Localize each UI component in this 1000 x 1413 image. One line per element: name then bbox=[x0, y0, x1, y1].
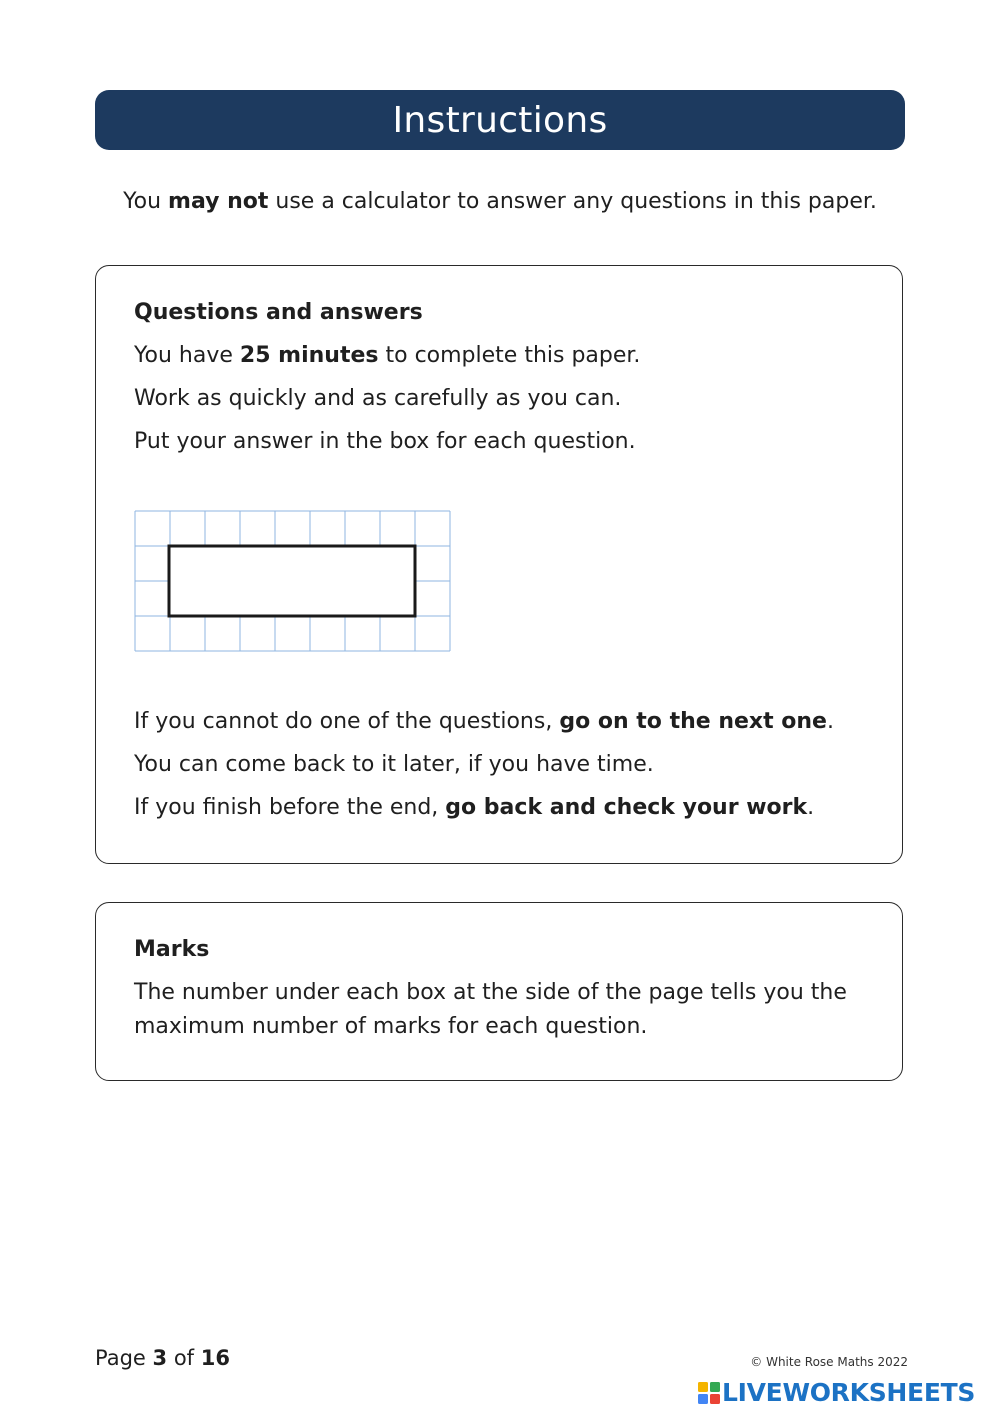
page-of: of bbox=[167, 1346, 201, 1370]
liveworksheets-logo-text: LIVEWORKSHEETS bbox=[722, 1378, 976, 1407]
skip-question-bold: go on to the next one bbox=[559, 709, 827, 734]
time-limit-prefix: You have bbox=[134, 343, 240, 368]
page-number bbox=[95, 1346, 230, 1370]
check-work-line bbox=[134, 791, 814, 825]
skip-question-suffix: . bbox=[826, 709, 834, 734]
liveworksheets-logo bbox=[698, 1378, 975, 1407]
liveworksheets-logo-icon bbox=[698, 1382, 720, 1404]
page-label: Page bbox=[95, 1346, 153, 1370]
page-title: Instructions bbox=[392, 99, 608, 141]
check-work-bold: go back and check your work bbox=[445, 795, 808, 820]
time-limit-suffix: to complete this paper. bbox=[378, 343, 641, 368]
questions-heading: Questions and answers bbox=[134, 300, 423, 325]
check-work-suffix: . bbox=[807, 795, 815, 820]
skip-question-line bbox=[134, 705, 834, 739]
title-banner bbox=[95, 90, 905, 150]
copyright-notice: © White Rose Maths 2022 bbox=[750, 1355, 908, 1369]
marks-heading: Marks bbox=[134, 937, 210, 962]
answer-box-outline bbox=[169, 546, 415, 616]
check-work-prefix: If you finish before the end, bbox=[134, 795, 446, 820]
calculator-note-bold: may not bbox=[168, 189, 269, 214]
calculator-note-prefix: You bbox=[123, 189, 169, 214]
page-current: 3 bbox=[152, 1346, 168, 1370]
time-limit-bold: 25 minutes bbox=[239, 343, 379, 368]
time-limit-line bbox=[134, 339, 640, 373]
calculator-note bbox=[95, 186, 905, 218]
example-answer-box bbox=[134, 510, 452, 654]
answer-box-line: Put your answer in the box for each question. bbox=[134, 429, 636, 454]
come-back-line: You can come back to it later, if you have time. bbox=[134, 752, 654, 777]
marks-description: The number under each box at the side of the page tells you the maximum number of marks for each question. bbox=[134, 980, 847, 1039]
calculator-note-suffix: use a calculator to answer any questions in this paper. bbox=[268, 189, 877, 214]
page-total: 16 bbox=[200, 1346, 230, 1370]
work-quickly-line: Work as quickly and as carefully as you can. bbox=[134, 386, 622, 411]
skip-question-prefix: If you cannot do one of the questions, bbox=[134, 709, 560, 734]
